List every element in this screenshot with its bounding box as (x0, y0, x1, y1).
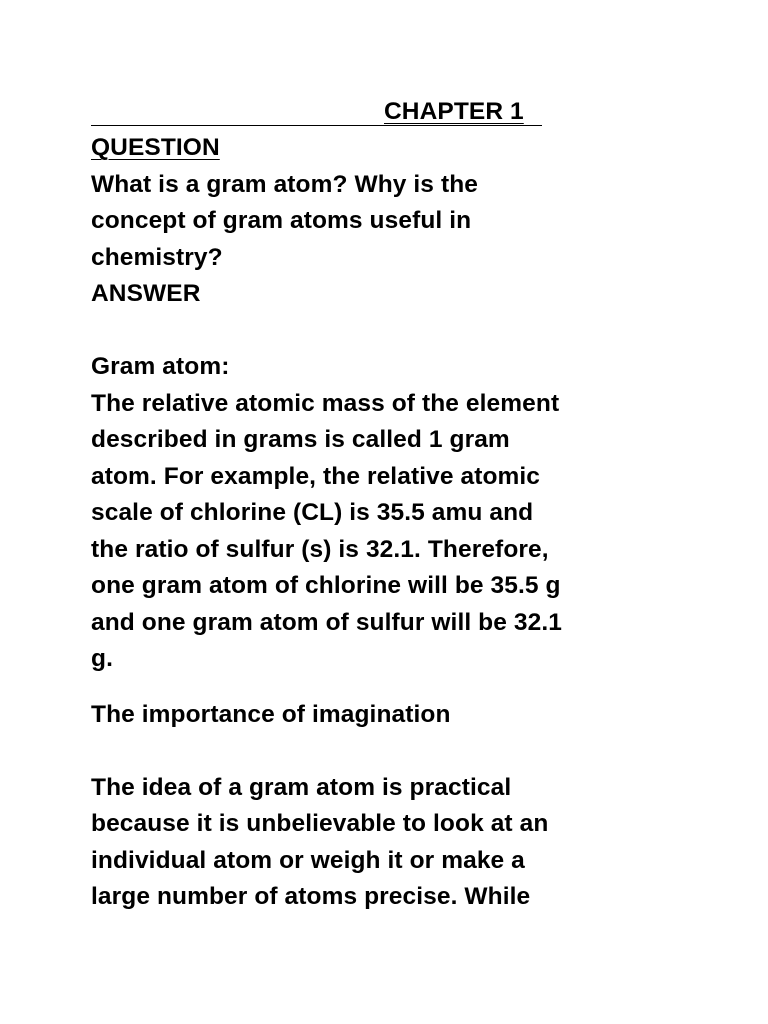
question-heading-line (91, 130, 671, 167)
gram-atom-text-line: g. (91, 645, 113, 672)
gram-atom-heading: Gram atom: (91, 353, 230, 380)
question-text-line: What is a gram atom? Why is the (91, 170, 478, 198)
question-label: QUESTION (91, 134, 220, 161)
importance-text-line: because it is unbelievable to look at an (91, 810, 549, 837)
gram-atom-text-line: and one gram atom of sulfur will be 32.1 (91, 608, 562, 636)
importance-text-line: The idea of a gram atom is practical (91, 773, 512, 801)
paragraph-spacer (91, 678, 671, 697)
gram-atom-text-line: scale of chlorine (CL) is 35.5 amu and (91, 499, 534, 526)
paragraph-spacer (91, 313, 671, 350)
importance-heading: The importance of imagination (91, 700, 451, 728)
question-text-line: concept of gram atoms useful in (91, 207, 472, 234)
chapter-heading (91, 94, 542, 130)
importance-text-line: large number of atoms precise. While (91, 883, 531, 910)
document-body (91, 94, 671, 916)
answer-label: ANSWER (91, 280, 201, 307)
gram-atom-text-line: the ratio of sulfur (s) is 32.1. Therefore, (91, 535, 549, 563)
gram-atom-text-line: described in grams is called 1 gram (91, 426, 510, 453)
chapter-title: CHAPTER 1 (384, 98, 524, 125)
gram-atom-text-line: atom. For example, the relative atomic (91, 462, 541, 490)
paragraph-spacer (91, 733, 671, 770)
question-text-line: chemistry? (91, 243, 223, 271)
gram-atom-text-line: one gram atom of chlorine will be 35.5 g (91, 572, 561, 599)
gram-atom-text-line: The relative atomic mass of the element (91, 389, 560, 417)
importance-text-line: individual atom or weigh it or make a (91, 846, 525, 874)
